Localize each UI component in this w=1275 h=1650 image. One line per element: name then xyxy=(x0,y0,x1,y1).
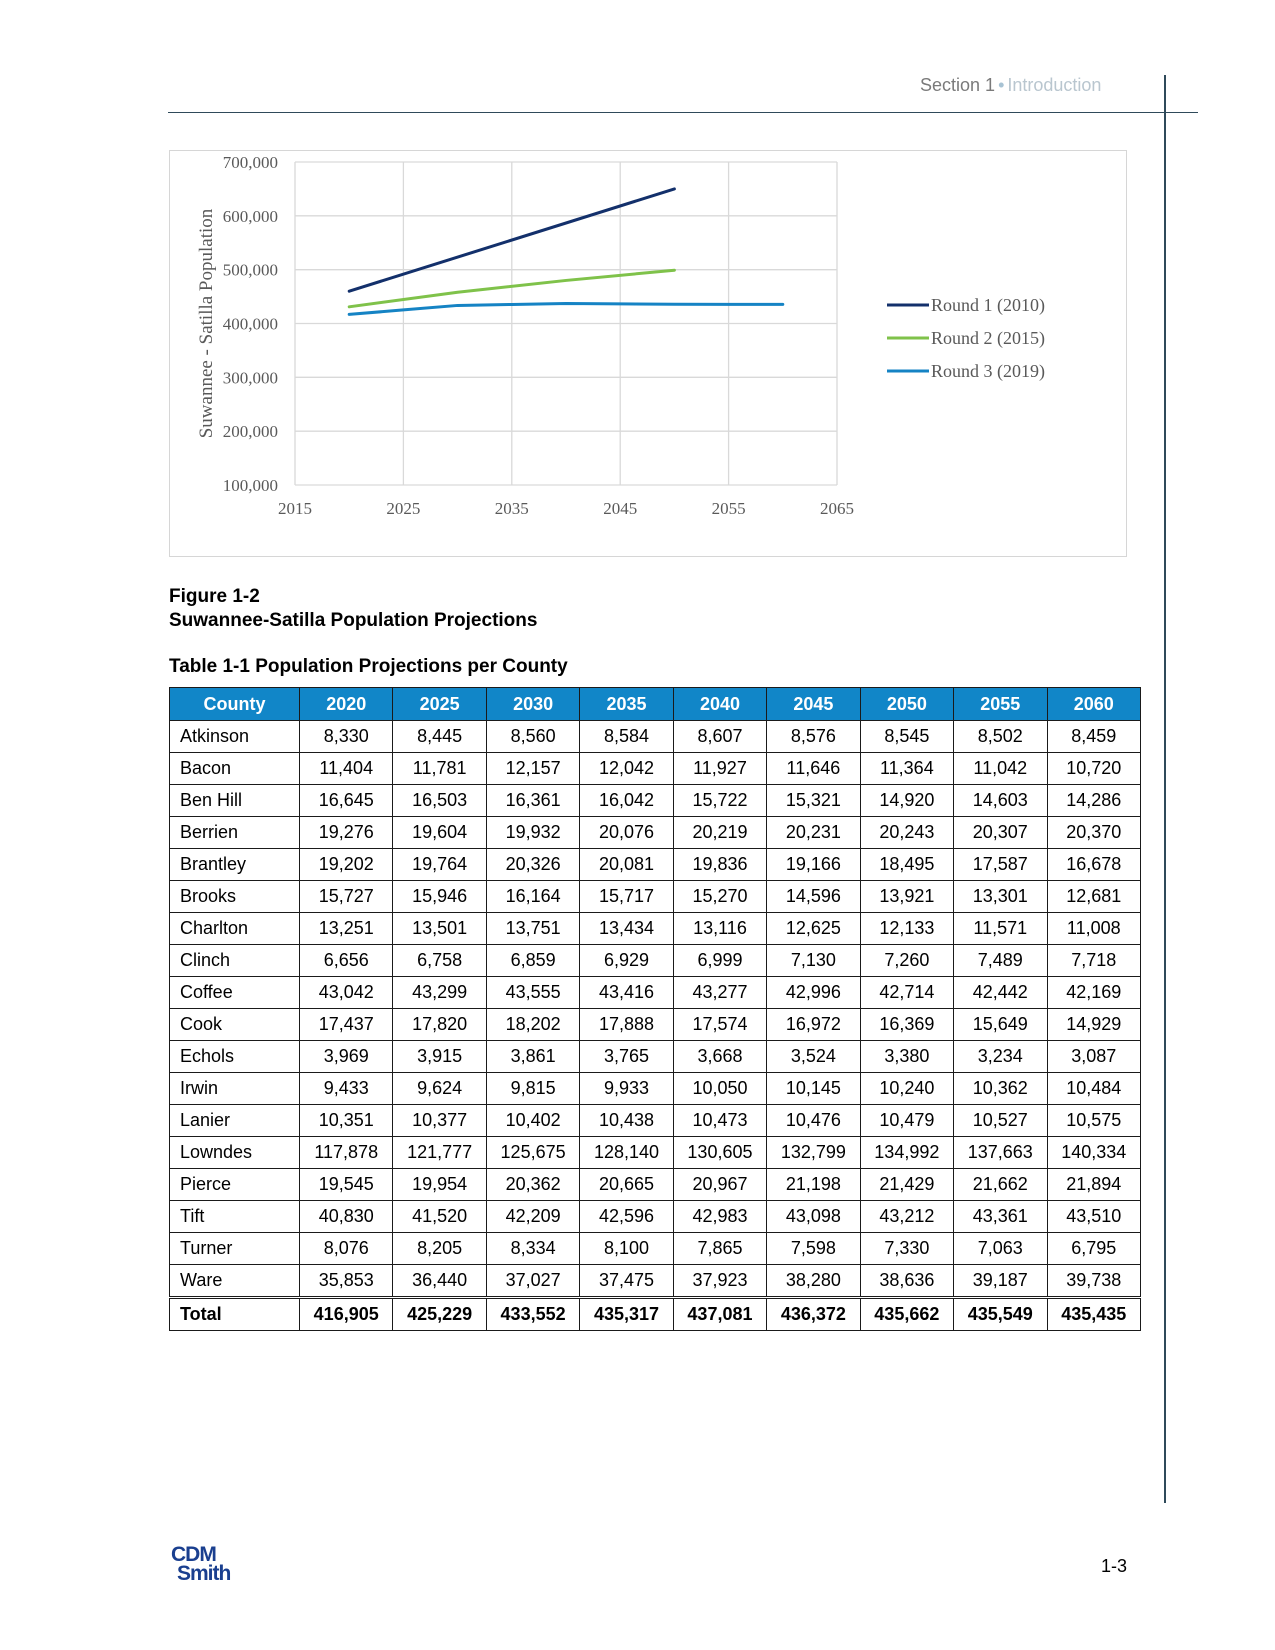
y-tick-label: 600,000 xyxy=(222,206,278,226)
population-cell: 137,663 xyxy=(954,1137,1047,1169)
population-cell: 14,596 xyxy=(767,881,860,913)
population-cell: 3,087 xyxy=(1047,1041,1141,1073)
figure-title: Suwannee-Satilla Population Projections xyxy=(169,610,538,631)
population-cell: 43,510 xyxy=(1047,1201,1141,1233)
population-cell: 132,799 xyxy=(767,1137,860,1169)
population-cell: 37,027 xyxy=(486,1265,579,1298)
population-cell: 13,251 xyxy=(300,913,393,945)
legend-entry: Round 2 (2015) xyxy=(931,328,1045,348)
population-cell: 35,853 xyxy=(300,1265,393,1298)
population-cell: 3,915 xyxy=(393,1041,486,1073)
y-tick-label: 700,000 xyxy=(222,153,278,172)
y-tick-label: 300,000 xyxy=(222,368,278,388)
population-cell: 10,484 xyxy=(1047,1073,1141,1105)
table-row xyxy=(170,881,1141,913)
population-cell: 20,326 xyxy=(486,849,579,881)
population-cell: 20,362 xyxy=(486,1169,579,1201)
table-row xyxy=(170,913,1141,945)
population-cell: 11,404 xyxy=(300,753,393,785)
logo-line2: Smith xyxy=(177,1562,231,1585)
x-tick-label: 2015 xyxy=(278,499,312,518)
population-cell: 8,545 xyxy=(860,721,953,753)
population-cell: 10,050 xyxy=(673,1073,766,1105)
population-cell: 8,560 xyxy=(486,721,579,753)
population-cell: 13,921 xyxy=(860,881,953,913)
population-cell: 20,081 xyxy=(580,849,673,881)
x-tick-label: 2035 xyxy=(494,499,529,518)
population-cell: 7,063 xyxy=(954,1233,1047,1265)
population-cell: 20,076 xyxy=(580,817,673,849)
population-cell: 16,645 xyxy=(300,785,393,817)
population-table xyxy=(169,687,1141,1331)
population-cell: 14,920 xyxy=(860,785,953,817)
total-cell: 435,549 xyxy=(954,1298,1047,1331)
population-cell: 16,972 xyxy=(767,1009,860,1041)
table-title: Table 1-1 Population Projections per County xyxy=(169,656,568,677)
population-cell: 8,502 xyxy=(954,721,1047,753)
population-cell: 3,234 xyxy=(954,1041,1047,1073)
population-cell: 42,596 xyxy=(580,1201,673,1233)
population-cell: 6,758 xyxy=(393,945,486,977)
population-cell: 12,625 xyxy=(767,913,860,945)
column-header: 2060 xyxy=(1047,688,1141,721)
x-tick-label: 2065 xyxy=(820,499,854,518)
table-row xyxy=(170,1041,1141,1073)
table-row xyxy=(170,1137,1141,1169)
population-cell: 19,954 xyxy=(393,1169,486,1201)
population-cell: 10,479 xyxy=(860,1105,953,1137)
population-cell: 11,042 xyxy=(954,753,1047,785)
county-name: Brooks xyxy=(170,881,300,913)
population-cell: 15,722 xyxy=(673,785,766,817)
population-cell: 7,489 xyxy=(954,945,1047,977)
population-cell: 16,361 xyxy=(486,785,579,817)
population-cell: 3,380 xyxy=(860,1041,953,1073)
population-cell: 13,434 xyxy=(580,913,673,945)
population-cell: 12,681 xyxy=(1047,881,1141,913)
population-cell: 13,501 xyxy=(393,913,486,945)
population-cell: 8,607 xyxy=(673,721,766,753)
population-cell: 17,820 xyxy=(393,1009,486,1041)
table-row xyxy=(170,1265,1141,1298)
header-section: Section 1 xyxy=(920,75,996,95)
table-header-row xyxy=(170,688,1141,721)
population-cell: 16,678 xyxy=(1047,849,1141,881)
population-cell: 11,927 xyxy=(673,753,766,785)
population-cell: 3,861 xyxy=(486,1041,579,1073)
table-row xyxy=(170,1009,1141,1041)
population-cell: 7,260 xyxy=(860,945,953,977)
population-cell: 21,662 xyxy=(954,1169,1047,1201)
county-name: Clinch xyxy=(170,945,300,977)
total-cell: 433,552 xyxy=(486,1298,579,1331)
population-cell: 42,983 xyxy=(673,1201,766,1233)
table-row xyxy=(170,1201,1141,1233)
population-cell: 38,636 xyxy=(860,1265,953,1298)
population-cell: 9,815 xyxy=(486,1073,579,1105)
population-cell: 13,116 xyxy=(673,913,766,945)
table-row xyxy=(170,1169,1141,1201)
population-cell: 43,042 xyxy=(300,977,393,1009)
total-label: Total xyxy=(170,1298,300,1331)
population-cell: 10,402 xyxy=(486,1105,579,1137)
column-header: County xyxy=(170,688,300,721)
population-cell: 10,476 xyxy=(767,1105,860,1137)
x-tick-label: 2025 xyxy=(386,499,421,518)
population-cell: 16,369 xyxy=(860,1009,953,1041)
population-cell: 3,969 xyxy=(300,1041,393,1073)
population-cell: 10,145 xyxy=(767,1073,860,1105)
population-cell: 6,929 xyxy=(580,945,673,977)
table-row xyxy=(170,785,1141,817)
population-cell: 12,157 xyxy=(486,753,579,785)
county-name: Pierce xyxy=(170,1169,300,1201)
population-cell: 7,865 xyxy=(673,1233,766,1265)
y-tick-label: 200,000 xyxy=(222,422,278,442)
population-cell: 10,527 xyxy=(954,1105,1047,1137)
population-cell: 10,362 xyxy=(954,1073,1047,1105)
table-row xyxy=(170,1233,1141,1265)
population-cell: 12,133 xyxy=(860,913,953,945)
column-header: 2020 xyxy=(300,688,393,721)
population-cell: 39,187 xyxy=(954,1265,1047,1298)
county-name: Brantley xyxy=(170,849,300,881)
population-cell: 128,140 xyxy=(580,1137,673,1169)
population-cell: 13,301 xyxy=(954,881,1047,913)
table-row xyxy=(170,1105,1141,1137)
population-cell: 37,475 xyxy=(580,1265,673,1298)
column-header: 2050 xyxy=(860,688,953,721)
population-cell: 43,098 xyxy=(767,1201,860,1233)
population-cell: 8,584 xyxy=(580,721,673,753)
population-cell: 14,929 xyxy=(1047,1009,1141,1041)
population-cell: 18,495 xyxy=(860,849,953,881)
county-name: Lanier xyxy=(170,1105,300,1137)
population-cell: 3,765 xyxy=(580,1041,673,1073)
population-cell: 20,370 xyxy=(1047,817,1141,849)
population-cell: 11,364 xyxy=(860,753,953,785)
population-cell: 36,440 xyxy=(393,1265,486,1298)
header-separator: • xyxy=(998,75,1005,95)
table-row xyxy=(170,849,1141,881)
section-header xyxy=(920,75,1101,96)
population-cell: 18,202 xyxy=(486,1009,579,1041)
population-cell: 121,777 xyxy=(393,1137,486,1169)
population-chart xyxy=(169,150,1127,557)
population-cell: 10,351 xyxy=(300,1105,393,1137)
total-cell: 425,229 xyxy=(393,1298,486,1331)
population-cell: 8,459 xyxy=(1047,721,1141,753)
x-tick-label: 2055 xyxy=(711,499,746,518)
y-tick-label: 400,000 xyxy=(222,314,278,334)
cdm-smith-logo xyxy=(171,1545,230,1583)
population-cell: 12,042 xyxy=(580,753,673,785)
total-cell: 435,317 xyxy=(580,1298,673,1331)
population-cell: 43,299 xyxy=(393,977,486,1009)
population-cell: 6,795 xyxy=(1047,1233,1141,1265)
population-cell: 10,438 xyxy=(580,1105,673,1137)
population-cell: 8,576 xyxy=(767,721,860,753)
table-row xyxy=(170,753,1141,785)
population-cell: 19,836 xyxy=(673,849,766,881)
population-cell: 42,209 xyxy=(486,1201,579,1233)
county-name: Turner xyxy=(170,1233,300,1265)
y-axis-label: Suwannee - Satilla Population xyxy=(196,208,217,439)
population-cell: 7,598 xyxy=(767,1233,860,1265)
population-cell: 130,605 xyxy=(673,1137,766,1169)
county-name: Coffee xyxy=(170,977,300,1009)
population-cell: 10,720 xyxy=(1047,753,1141,785)
population-cell: 19,545 xyxy=(300,1169,393,1201)
population-cell: 140,334 xyxy=(1047,1137,1141,1169)
population-cell: 6,859 xyxy=(486,945,579,977)
margin-rule xyxy=(1164,75,1166,1503)
population-cell: 19,276 xyxy=(300,817,393,849)
population-cell: 14,286 xyxy=(1047,785,1141,817)
series-line xyxy=(349,304,783,315)
population-cell: 43,555 xyxy=(486,977,579,1009)
population-cell: 20,231 xyxy=(767,817,860,849)
total-row xyxy=(170,1298,1141,1331)
population-cell: 6,656 xyxy=(300,945,393,977)
x-tick-label: 2045 xyxy=(603,499,638,518)
population-cell: 8,100 xyxy=(580,1233,673,1265)
population-cell: 19,932 xyxy=(486,817,579,849)
total-cell: 437,081 xyxy=(673,1298,766,1331)
population-cell: 19,202 xyxy=(300,849,393,881)
population-cell: 42,714 xyxy=(860,977,953,1009)
county-name: Ware xyxy=(170,1265,300,1298)
population-cell: 8,076 xyxy=(300,1233,393,1265)
table-row xyxy=(170,977,1141,1009)
legend-entry: Round 1 (2010) xyxy=(931,295,1045,315)
page-number: 1-3 xyxy=(1101,1556,1128,1576)
population-cell: 41,520 xyxy=(393,1201,486,1233)
total-cell: 435,662 xyxy=(860,1298,953,1331)
y-tick-label: 100,000 xyxy=(222,476,278,495)
legend-entry: Round 3 (2019) xyxy=(931,361,1045,381)
population-cell: 10,575 xyxy=(1047,1105,1141,1137)
population-cell: 17,587 xyxy=(954,849,1047,881)
county-name: Ben Hill xyxy=(170,785,300,817)
population-cell: 37,923 xyxy=(673,1265,766,1298)
county-name: Charlton xyxy=(170,913,300,945)
population-cell: 38,280 xyxy=(767,1265,860,1298)
population-cell: 3,524 xyxy=(767,1041,860,1073)
table-row xyxy=(170,721,1141,753)
population-cell: 8,205 xyxy=(393,1233,486,1265)
population-cell: 7,718 xyxy=(1047,945,1141,977)
population-cell: 3,668 xyxy=(673,1041,766,1073)
population-cell: 15,321 xyxy=(767,785,860,817)
population-cell: 42,996 xyxy=(767,977,860,1009)
population-cell: 16,042 xyxy=(580,785,673,817)
county-name: Lowndes xyxy=(170,1137,300,1169)
total-cell: 435,435 xyxy=(1047,1298,1141,1331)
population-cell: 15,717 xyxy=(580,881,673,913)
population-cell: 43,361 xyxy=(954,1201,1047,1233)
header-rule xyxy=(168,112,1198,113)
column-header: 2025 xyxy=(393,688,486,721)
population-cell: 16,164 xyxy=(486,881,579,913)
population-cell: 20,665 xyxy=(580,1169,673,1201)
y-tick-label: 500,000 xyxy=(222,260,278,280)
population-cell: 10,473 xyxy=(673,1105,766,1137)
population-cell: 15,649 xyxy=(954,1009,1047,1041)
population-cell: 7,130 xyxy=(767,945,860,977)
column-header: 2045 xyxy=(767,688,860,721)
population-cell: 42,442 xyxy=(954,977,1047,1009)
population-cell: 16,503 xyxy=(393,785,486,817)
logo-line1: CDM xyxy=(171,1543,216,1566)
population-cell: 43,416 xyxy=(580,977,673,1009)
population-cell: 21,198 xyxy=(767,1169,860,1201)
population-cell: 40,830 xyxy=(300,1201,393,1233)
population-cell: 19,166 xyxy=(767,849,860,881)
county-name: Echols xyxy=(170,1041,300,1073)
table-row xyxy=(170,1073,1141,1105)
population-cell: 8,334 xyxy=(486,1233,579,1265)
population-cell: 15,270 xyxy=(673,881,766,913)
population-cell: 10,240 xyxy=(860,1073,953,1105)
population-cell: 17,888 xyxy=(580,1009,673,1041)
population-cell: 20,243 xyxy=(860,817,953,849)
county-name: Atkinson xyxy=(170,721,300,753)
header-subsection: Introduction xyxy=(1007,75,1102,95)
population-cell: 19,764 xyxy=(393,849,486,881)
population-cell: 10,377 xyxy=(393,1105,486,1137)
population-cell: 43,212 xyxy=(860,1201,953,1233)
figure-number: Figure 1-2 xyxy=(169,586,260,607)
county-name: Cook xyxy=(170,1009,300,1041)
population-cell: 125,675 xyxy=(486,1137,579,1169)
column-header: 2055 xyxy=(954,688,1047,721)
population-cell: 43,277 xyxy=(673,977,766,1009)
column-header: 2040 xyxy=(673,688,766,721)
population-cell: 39,738 xyxy=(1047,1265,1141,1298)
population-cell: 21,894 xyxy=(1047,1169,1141,1201)
population-cell: 134,992 xyxy=(860,1137,953,1169)
population-cell: 9,933 xyxy=(580,1073,673,1105)
population-cell: 20,307 xyxy=(954,817,1047,849)
population-cell: 42,169 xyxy=(1047,977,1141,1009)
column-header: 2030 xyxy=(486,688,579,721)
population-cell: 19,604 xyxy=(393,817,486,849)
column-header: 2035 xyxy=(580,688,673,721)
population-cell: 15,727 xyxy=(300,881,393,913)
population-cell: 117,878 xyxy=(300,1137,393,1169)
total-cell: 416,905 xyxy=(300,1298,393,1331)
total-cell: 436,372 xyxy=(767,1298,860,1331)
population-cell: 21,429 xyxy=(860,1169,953,1201)
chart-svg xyxy=(170,151,1128,558)
county-name: Tift xyxy=(170,1201,300,1233)
population-cell: 6,999 xyxy=(673,945,766,977)
population-cell: 20,219 xyxy=(673,817,766,849)
population-cell: 17,574 xyxy=(673,1009,766,1041)
population-cell: 8,330 xyxy=(300,721,393,753)
table-row xyxy=(170,817,1141,849)
population-cell: 14,603 xyxy=(954,785,1047,817)
county-name: Berrien xyxy=(170,817,300,849)
table-row xyxy=(170,945,1141,977)
population-cell: 17,437 xyxy=(300,1009,393,1041)
population-cell: 20,967 xyxy=(673,1169,766,1201)
population-cell: 15,946 xyxy=(393,881,486,913)
county-name: Bacon xyxy=(170,753,300,785)
population-cell: 11,646 xyxy=(767,753,860,785)
population-cell: 11,571 xyxy=(954,913,1047,945)
population-cell: 13,751 xyxy=(486,913,579,945)
population-cell: 11,008 xyxy=(1047,913,1141,945)
population-cell: 8,445 xyxy=(393,721,486,753)
population-cell: 7,330 xyxy=(860,1233,953,1265)
population-cell: 9,433 xyxy=(300,1073,393,1105)
population-cell: 9,624 xyxy=(393,1073,486,1105)
county-name: Irwin xyxy=(170,1073,300,1105)
figure-caption xyxy=(169,585,537,633)
population-cell: 11,781 xyxy=(393,753,486,785)
